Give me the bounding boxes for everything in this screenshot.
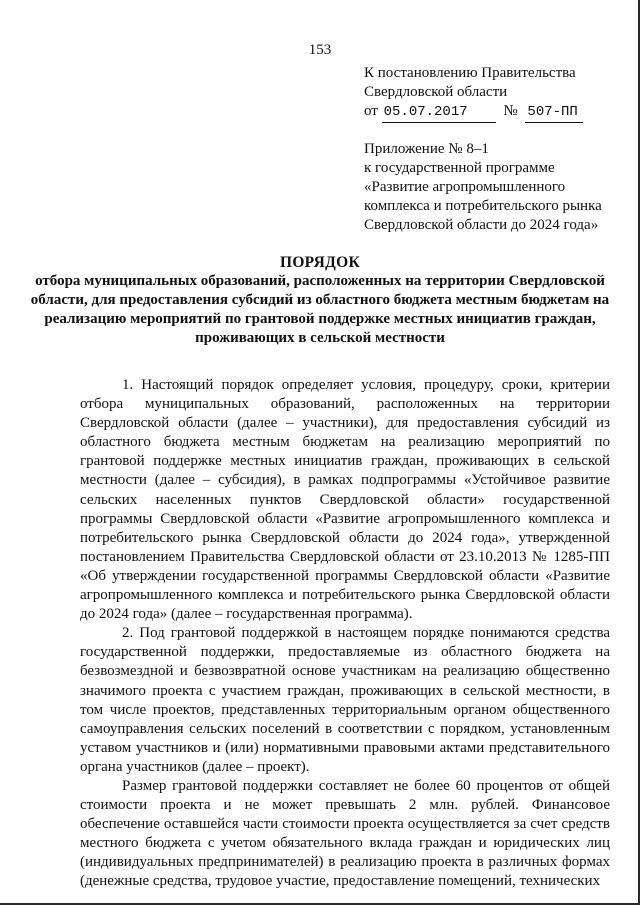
- appendix-line-3: «Развитие агропромышленного: [364, 179, 566, 195]
- appendix-line-2: к государственной программе: [364, 160, 555, 176]
- appendix-line-1: Приложение № 8–1: [364, 141, 489, 157]
- paragraph-3: Размер грантовой поддержки составляет не более 60 процентов от общей стоимости проекта и не может превышать 2 млн. рублей. Финансовое обеспечение оставшейся части стоимости проекта осуществляется за счет средств местного бюджета с учетом обязательного вклада граждан и юридических лиц (индивидуальных предпринимателей) в реализацию проекта в различных формах (денежные средства, трудовое участие, предоставление помещений, технических: [80, 777, 610, 890]
- resolution-date-number-line: [364, 102, 624, 123]
- number-prefix: №: [503, 103, 518, 119]
- page-number: 153: [308, 42, 332, 58]
- date-prefix: от: [364, 103, 378, 119]
- resolution-line-2: Свердловской области: [364, 84, 508, 100]
- resolution-number: 507-ПП: [525, 103, 583, 123]
- resolution-line-1: К постановлению Правительства: [364, 65, 576, 81]
- paragraph-1: 1. Настоящий порядок определяет условия, процедуру, сроки, критерии отбора муниципальных образований, расположенных на территории Свердловской области (далее – участники), для предоставления субсидий из областного бюджета местным бюджетам на реализацию мероприятий по грантовой поддержке местных инициатив граждан, проживающих в сельской местности (далее – субсидия), в рамках подпрограммы «Устойчивое развитие сельских населенных пунктов Свердловской области» государственной программы Свердловской области «Развитие агропромышленного комплекса и потребительского рынка Свердловской области до 2024 года», утвержденной постановлением Правительства Свердловской области от 23.10.2013 № 1285-ПП «Об утверждении государственной программы Свердловской области «Развитие агропромышленного комплекса и потребительского рынка Свердловской области до 2024 года» (далее – государственная программа).: [80, 377, 610, 623]
- appendix-reference: [364, 140, 634, 235]
- resolution-reference: [364, 64, 624, 123]
- paragraph-2: 2. Под грантовой поддержкой в настоящем порядке понимаются средства государственной поддержки, предоставляемые из областного бюджета на безвозмездной и безвозвратной основе участникам на реализацию общественно значимого проекта с участием граждан, проживающих в сельской местности, в том числе проектов, представленных территориальным органом общественного самоуправления сельских поселений в соответствии с порядком, установленным уставом участников и (или) нормативными правовыми актами представительного органа участников (далее – проект).: [80, 625, 610, 775]
- title-subtitle: отбора муниципальных образований, расположенных на территории Свердловской области, для предоставления субсидий из областного бюджета местным бюджетам на реализацию мероприятий по грантовой поддержке местных инициатив граждан, проживающих в сельской местности: [30, 273, 610, 346]
- resolution-date: 05.07.2017: [382, 103, 496, 123]
- document-title: [30, 253, 610, 348]
- appendix-line-4: комплекса и потребительского рынка: [364, 198, 602, 214]
- document-body: [80, 376, 610, 892]
- title-heading: ПОРЯДОК: [279, 254, 361, 271]
- appendix-line-5: Свердловской области до 2024 года»: [364, 217, 599, 233]
